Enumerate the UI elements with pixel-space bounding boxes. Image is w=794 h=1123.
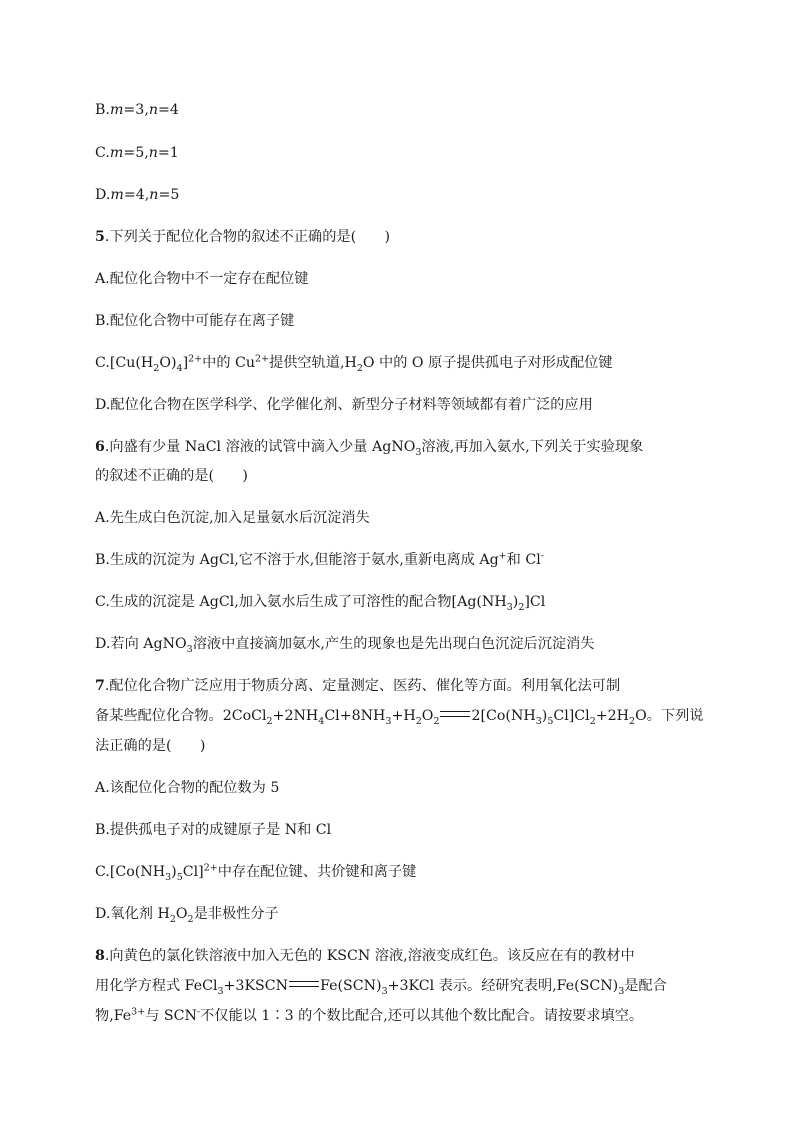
q5-option-a: A.配位化合物中不一定存在配位键 <box>95 271 309 287</box>
q7-stem-line1: 7.配位化合物广泛应用于物质分离、定量测定、医药、催化等方面。利用氧化法可制 <box>95 678 621 694</box>
q6-stem-line1: 6.向盛有少量 NaCl 溶液的试管中滴入少量 AgNO$_3$溶液,再加入氨水,下列关于实验现象 <box>95 439 644 458</box>
equals-sign <box>289 981 319 987</box>
q8-stem-line3: 物$,Fe^{3+}$与 SCN-不仅能以 1∶3 的个数比配合,还可以其他个数比配合。请按要求填空。 <box>95 1006 644 1024</box>
q4-option-c: C.m=5,n=1 <box>95 145 179 161</box>
q4-option-b: B.m=3,n=4 <box>95 102 179 118</box>
q5-option-d: D.配位化合物在医学科学、化学催化剂、新型分子材料等领域都有着广泛的应用 <box>95 397 593 413</box>
question-number: 8 <box>95 948 105 964</box>
q5-stem: 5.下列关于配位化合物的叙述不正确的是( ) <box>95 229 391 245</box>
q8-stem-line2: 用化学方程式 FeCl$_3$+3KSCN $Fe(SCN)_3+3KCl$ 表示。经研究表明$,Fe(SCN)_3$是配合 <box>95 978 667 997</box>
equals-sign <box>440 711 470 717</box>
q8-stem-line1: 8.向黄色的氯化铁溶液中加入无色的 KSCN 溶液,溶液变成红色。该反应在有的教材中 <box>95 948 635 964</box>
q6-stem-line2: 的叙述不正确的是( ) <box>95 468 248 484</box>
q6-option-a: A.先生成白色沉淀,加入足量氨水后沉淀消失 <box>95 510 370 526</box>
question-number: 5 <box>95 229 105 245</box>
q5-option-c: $C.[Cu(H_2O)_4]^{2+}$中的 $Cu^{2+}$提供空轨道$,H_2O$ 中的 O 原子提供孤电子对形成配位键 <box>95 353 613 374</box>
q7-option-a: A.该配位化合物的配位数为 5 <box>95 780 280 796</box>
q4-option-d: D.m=4,n=5 <box>95 187 180 203</box>
q7-option-c: $C.[Co(NH_3)_5Cl]^{2+}$中存在配位键、共价键和离子键 <box>95 862 417 883</box>
q6-option-d: D.若向 AgNO$_3$溶液中直接滴加氨水,产生的现象也是先出现白色沉淀后沉淀消失 <box>95 636 595 655</box>
question-number: 6 <box>95 439 105 455</box>
q6-option-c: C.生成的沉淀是 AgCl,加入氨水后生成了可溶性的配合物$[Ag(NH_3)_2]Cl$ <box>95 594 546 613</box>
q7-option-d: D.氧化剂 $H_2O_2$是非极性分子 <box>95 906 279 925</box>
q5-option-b: B.配位化合物中可能存在离子键 <box>95 313 295 329</box>
question-number: 7 <box>95 678 105 694</box>
q7-stem-line3: 法正确的是( ) <box>95 738 206 754</box>
q7-option-b: B.提供孤电子对的成键原子是 N和 Cl <box>95 822 332 838</box>
q6-option-b: B.生成的沉淀为 AgCl,它不溶于水,但能溶于氨水,重新电离成 Ag+和 Cl- <box>95 550 544 568</box>
q7-stem-line2: 备某些配位化合物。$2CoCl_2+2NH_4Cl+8NH_3+H_2O_2$ $2[Co(NH_3)_5Cl]Cl_2+2H_2O$。下列说 <box>95 708 704 727</box>
